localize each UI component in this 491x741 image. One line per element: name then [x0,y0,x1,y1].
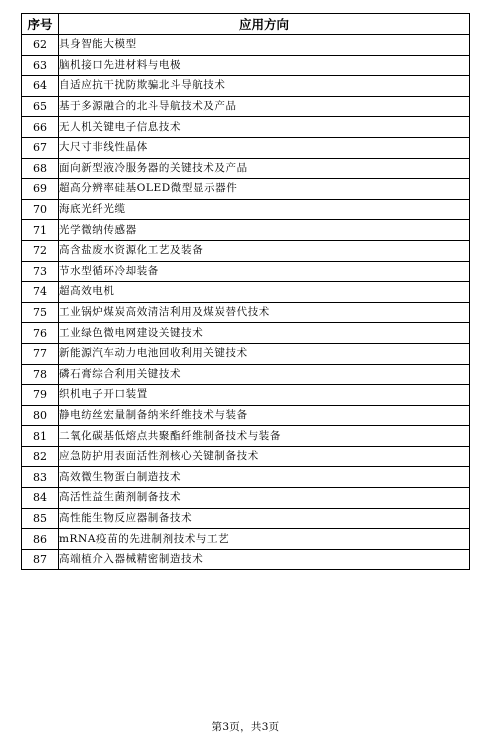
application-direction-cell: 静电纺丝宏量制备纳米纤维技术与装备 [59,405,470,426]
table-row [22,549,470,570]
table-row [22,385,470,406]
table-header-row [22,14,470,35]
row-number-cell: 83 [22,467,59,488]
application-direction-cell: 超高分辨率硅基OLED微型显示器件 [59,179,470,200]
application-direction-cell: 二氧化碳基低熔点共聚酯纤维制备技术与装备 [59,426,470,447]
table-row [22,426,470,447]
row-number-cell: 79 [22,385,59,406]
row-number-cell: 77 [22,343,59,364]
table-row [22,158,470,179]
application-direction-cell: 脑机接口先进材料与电极 [59,55,470,76]
table-row [22,302,470,323]
application-direction-cell: 工业锅炉煤炭高效清洁利用及煤炭替代技术 [59,302,470,323]
page-number-footer: 第3页，共3页 [211,721,280,733]
row-number-cell: 71 [22,220,59,241]
row-number-cell: 82 [22,446,59,467]
row-number-cell: 68 [22,158,59,179]
application-direction-cell: 工业绿色微电网建设关键技术 [59,323,470,344]
row-number-cell: 85 [22,508,59,529]
row-number-cell: 66 [22,117,59,138]
row-number-cell: 70 [22,199,59,220]
table-row [22,117,470,138]
application-direction-cell: 磷石膏综合利用关键技术 [59,364,470,385]
row-number-cell: 84 [22,488,59,509]
row-number-cell: 65 [22,96,59,117]
application-direction-cell: 高效微生物蛋白制造技术 [59,467,470,488]
table-row [22,96,470,117]
application-direction-cell: 高活性益生菌剂制备技术 [59,488,470,509]
table-header [22,14,470,35]
row-number-cell: 80 [22,405,59,426]
row-number-cell: 64 [22,76,59,97]
table-row [22,405,470,426]
table-row [22,220,470,241]
application-direction-cell: 自适应抗干扰防欺骗北斗导航技术 [59,76,470,97]
table-row [22,343,470,364]
direction-column-header: 应用方向 [59,14,470,35]
application-direction-cell: 大尺寸非线性晶体 [59,137,470,158]
application-direction-cell: 无人机关键电子信息技术 [59,117,470,138]
table-row [22,529,470,550]
table-row [22,240,470,261]
number-column-header: 序号 [22,14,59,35]
application-direction-cell: 织机电子开口装置 [59,385,470,406]
application-direction-cell: 高端植介入器械精密制造技术 [59,549,470,570]
table-row [22,76,470,97]
application-direction-cell: 光学微纳传感器 [59,220,470,241]
row-number-cell: 86 [22,529,59,550]
application-direction-cell: 高性能生物反应器制备技术 [59,508,470,529]
row-number-cell: 81 [22,426,59,447]
table-row [22,199,470,220]
row-number-cell: 76 [22,323,59,344]
row-number-cell: 67 [22,137,59,158]
application-direction-cell: 具身智能大模型 [59,35,470,56]
row-number-cell: 72 [22,240,59,261]
row-number-cell: 78 [22,364,59,385]
application-direction-cell: 面向新型液冷服务器的关键技术及产品 [59,158,470,179]
row-number-cell: 74 [22,282,59,303]
table-row [22,35,470,56]
application-direction-cell: 基于多源融合的北斗导航技术及产品 [59,96,470,117]
table-row [22,488,470,509]
table-row [22,261,470,282]
row-number-cell: 69 [22,179,59,200]
row-number-cell: 63 [22,55,59,76]
table-row [22,282,470,303]
table-row [22,323,470,344]
application-direction-cell: 新能源汽车动力电池回收利用关键技术 [59,343,470,364]
row-number-cell: 75 [22,302,59,323]
application-direction-cell: 高含盐废水资源化工艺及装备 [59,240,470,261]
table-row [22,508,470,529]
table-row [22,55,470,76]
application-direction-cell: 节水型循环冷却装备 [59,261,470,282]
application-direction-cell: 超高效电机 [59,282,470,303]
table-row [22,364,470,385]
row-number-cell: 62 [22,35,59,56]
application-direction-cell: mRNA疫苗的先进制剂技术与工艺 [59,529,470,550]
table-row [22,467,470,488]
table-row [22,137,470,158]
row-number-cell: 73 [22,261,59,282]
row-number-cell: 87 [22,549,59,570]
table-row [22,179,470,200]
application-direction-table [21,13,470,570]
table-body [22,35,470,570]
application-direction-cell: 应急防护用表面活性剂核心关键制备技术 [59,446,470,467]
table-row [22,446,470,467]
application-direction-cell: 海底光纤光缆 [59,199,470,220]
